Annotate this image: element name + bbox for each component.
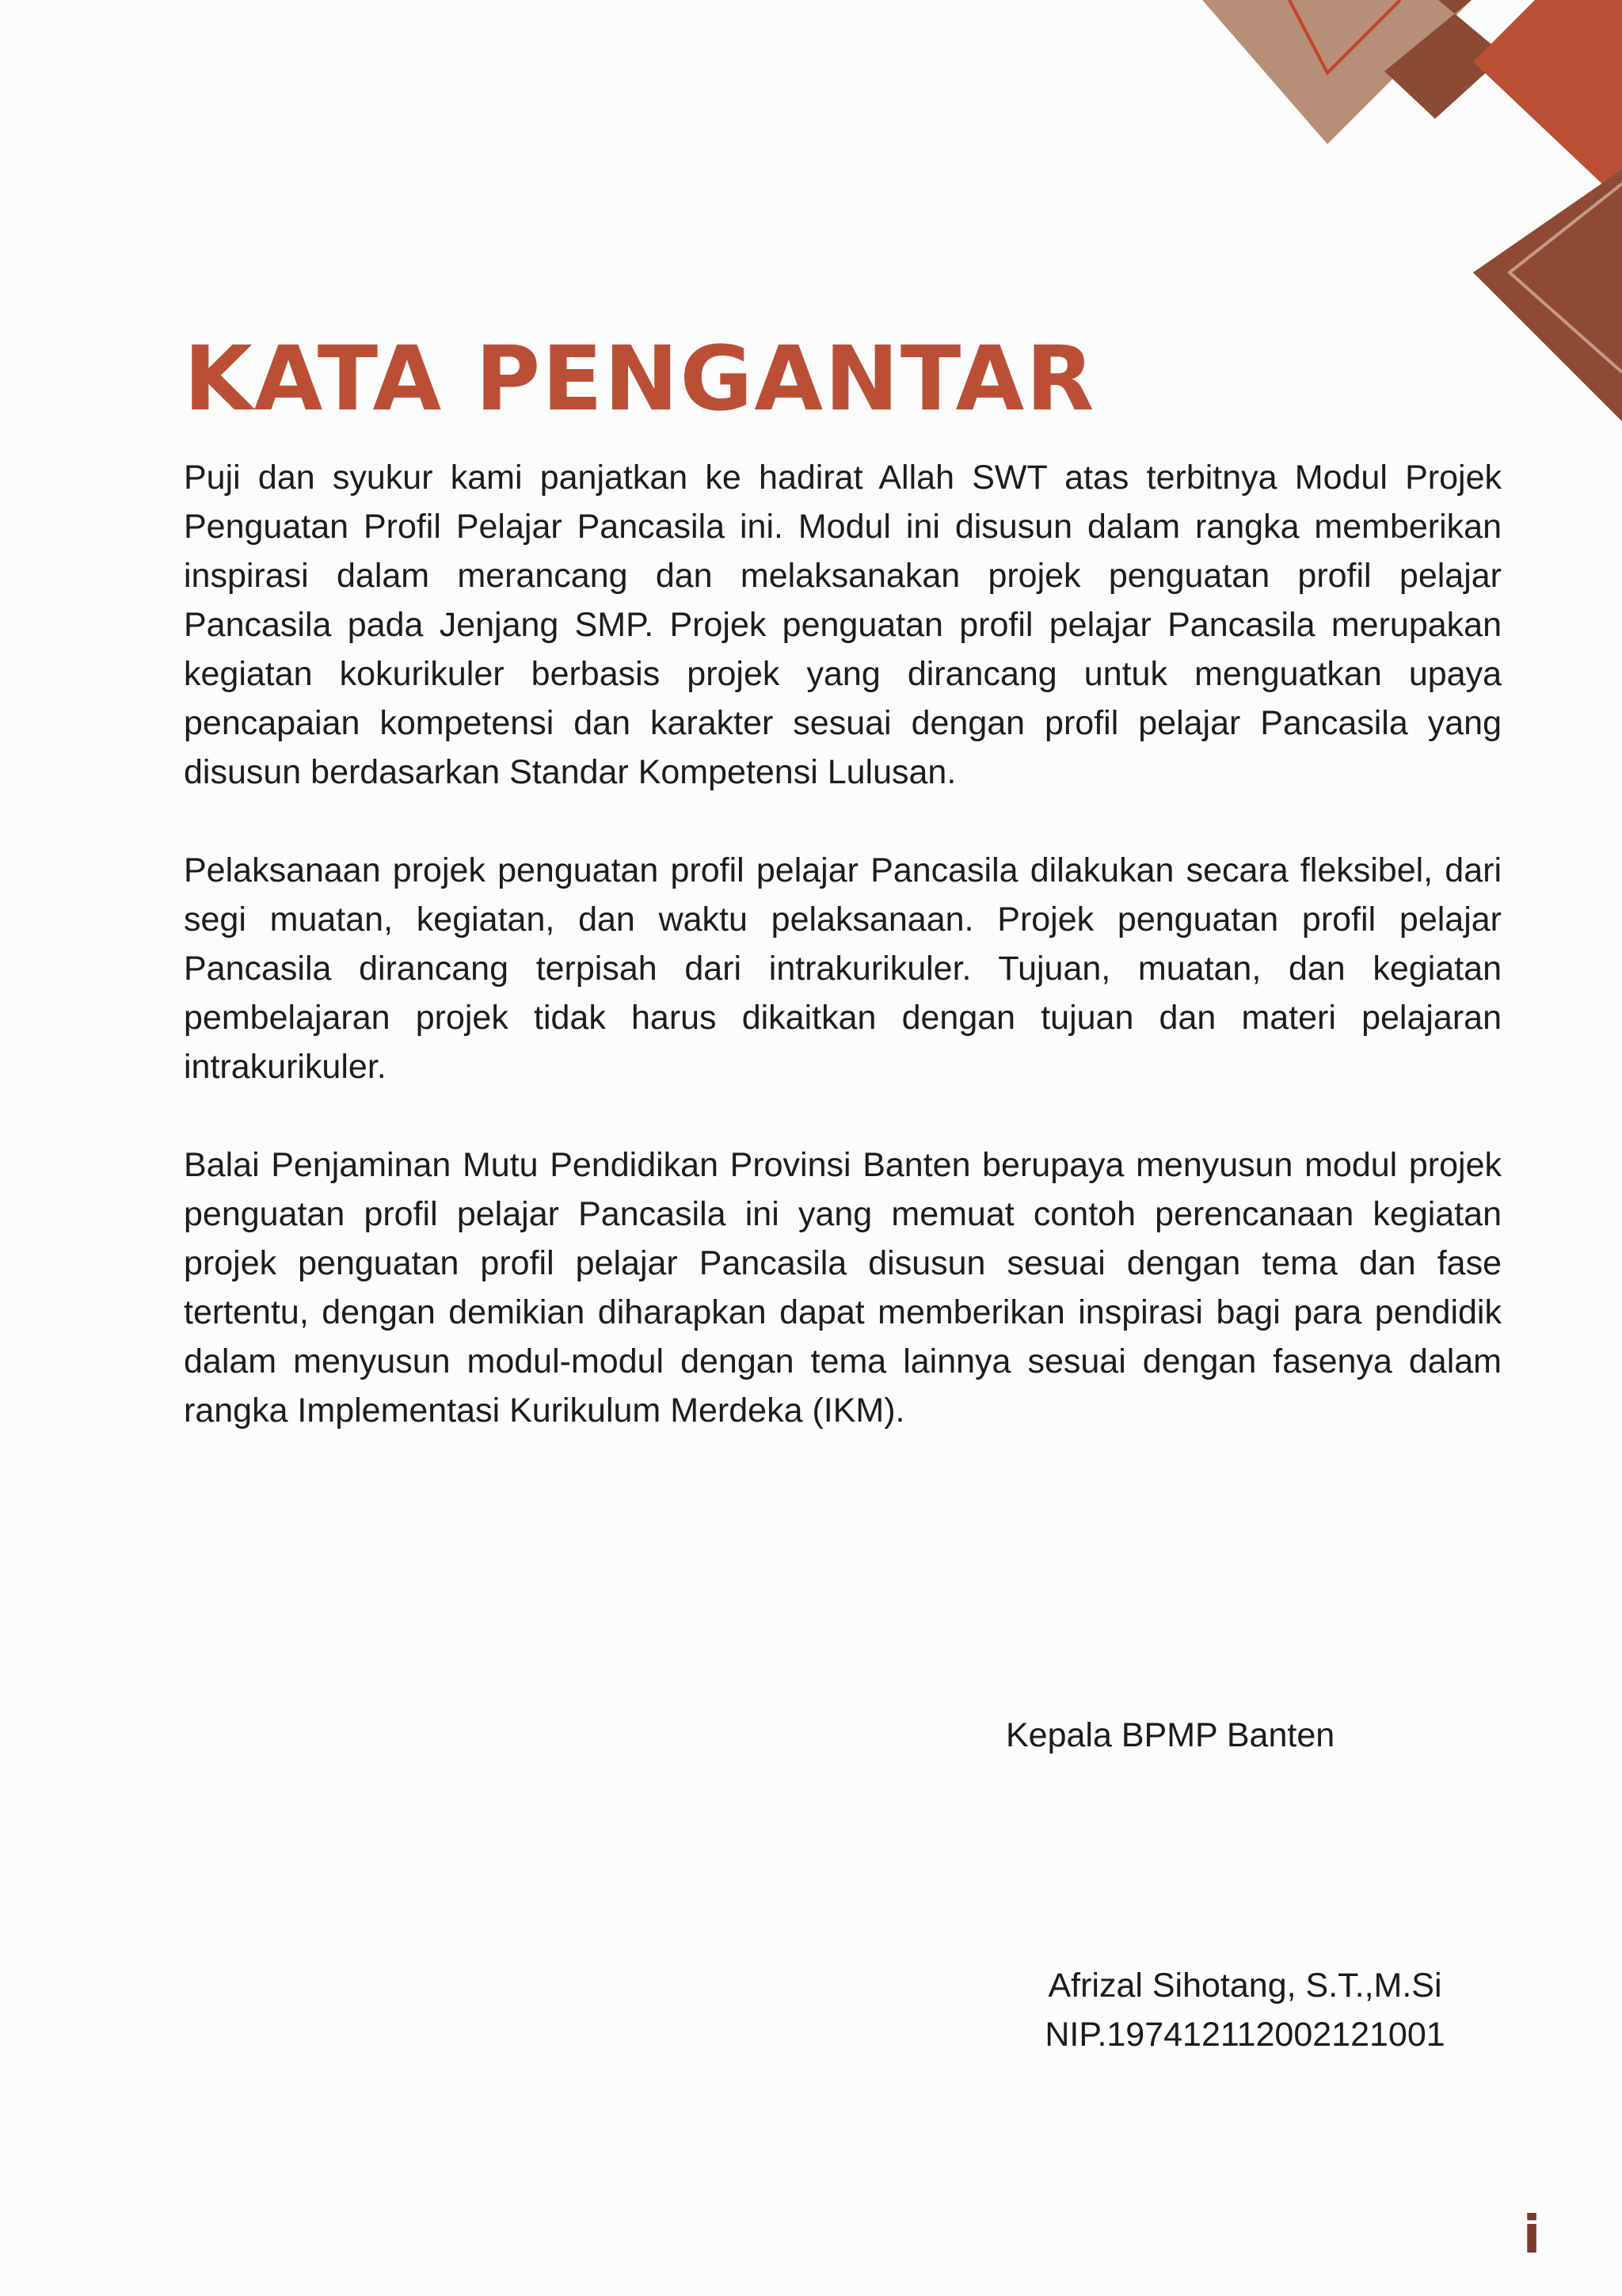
page-title: KATA PENGANTAR [184, 328, 1096, 431]
decor-tan-square [1202, 0, 1472, 144]
decor-tan-outline [1289, 0, 1400, 73]
paragraph-intro: Puji dan syukur kami panjatkan ke hadirat Allah SWT atas terbitnya Modul Projek Penguatan Profil Pelajar Pancasila ini. Modul ini disusun dalam rangka memberikan inspirasi dalam merancang dan melaksanakan projek penguatan profil pelajar Pancasila pada Jenjang SMP. Projek penguatan profil pelajar Pancasila merupakan kegiatan kokurikuler berbasis projek yang dirancang untuk menguatkan upaya pencapaian kompetensi dan karakter sesuai dengan profil pelajar Pancasila yang disusun berdasarkan Standar Kompetensi Lulusan. [184, 459, 1502, 791]
body-text [184, 453, 1502, 1484]
signatory-position: Kepala BPMP Banten [1006, 1716, 1335, 1754]
signatory-name: Afrizal Sihotang, S.T.,M.Si [1048, 1967, 1442, 2005]
decor-lower-outline [1510, 184, 1622, 372]
signatory-nip: NIP.197412112002121001 [1045, 2016, 1445, 2054]
decor-brown-square [1384, 0, 1548, 119]
page-number: i [1522, 2204, 1541, 2265]
decor-lower-square [1473, 169, 1622, 421]
decor-orange-square [1473, 0, 1622, 203]
paragraph-implementation: Pelaksanaan projek penguatan profil pelajar Pancasila dilakukan secara fleksibel, dari segi muatan, kegiatan, dan waktu pelaksanaan. Projek penguatan profil pelajar Pancasila dirancang terpisah dari intrakurikuler. Tujuan, muatan, dan kegiatan pembelajaran projek tidak harus dikaitkan dengan tujuan dan materi pelajaran intrakurikuler. [184, 851, 1502, 1086]
paragraph-bpmp: Balai Penjaminan Mutu Pendidikan Provinsi Banten berupaya menyusun modul projek penguatan profil pelajar Pancasila ini yang memuat contoh perencanaan kegiatan projek penguatan profil pelajar Pancasila disusun sesuai dengan tema dan fase tertentu, dengan demikian diharapkan dapat memberikan inspirasi bagi para pendidik dalam menyusun modul-modul dengan tema lainnya sesuai dengan fasenya dalam rangka Implementasi Kurikulum Merdeka (IKM). [184, 1146, 1502, 1430]
signature-block [984, 1961, 1506, 2059]
